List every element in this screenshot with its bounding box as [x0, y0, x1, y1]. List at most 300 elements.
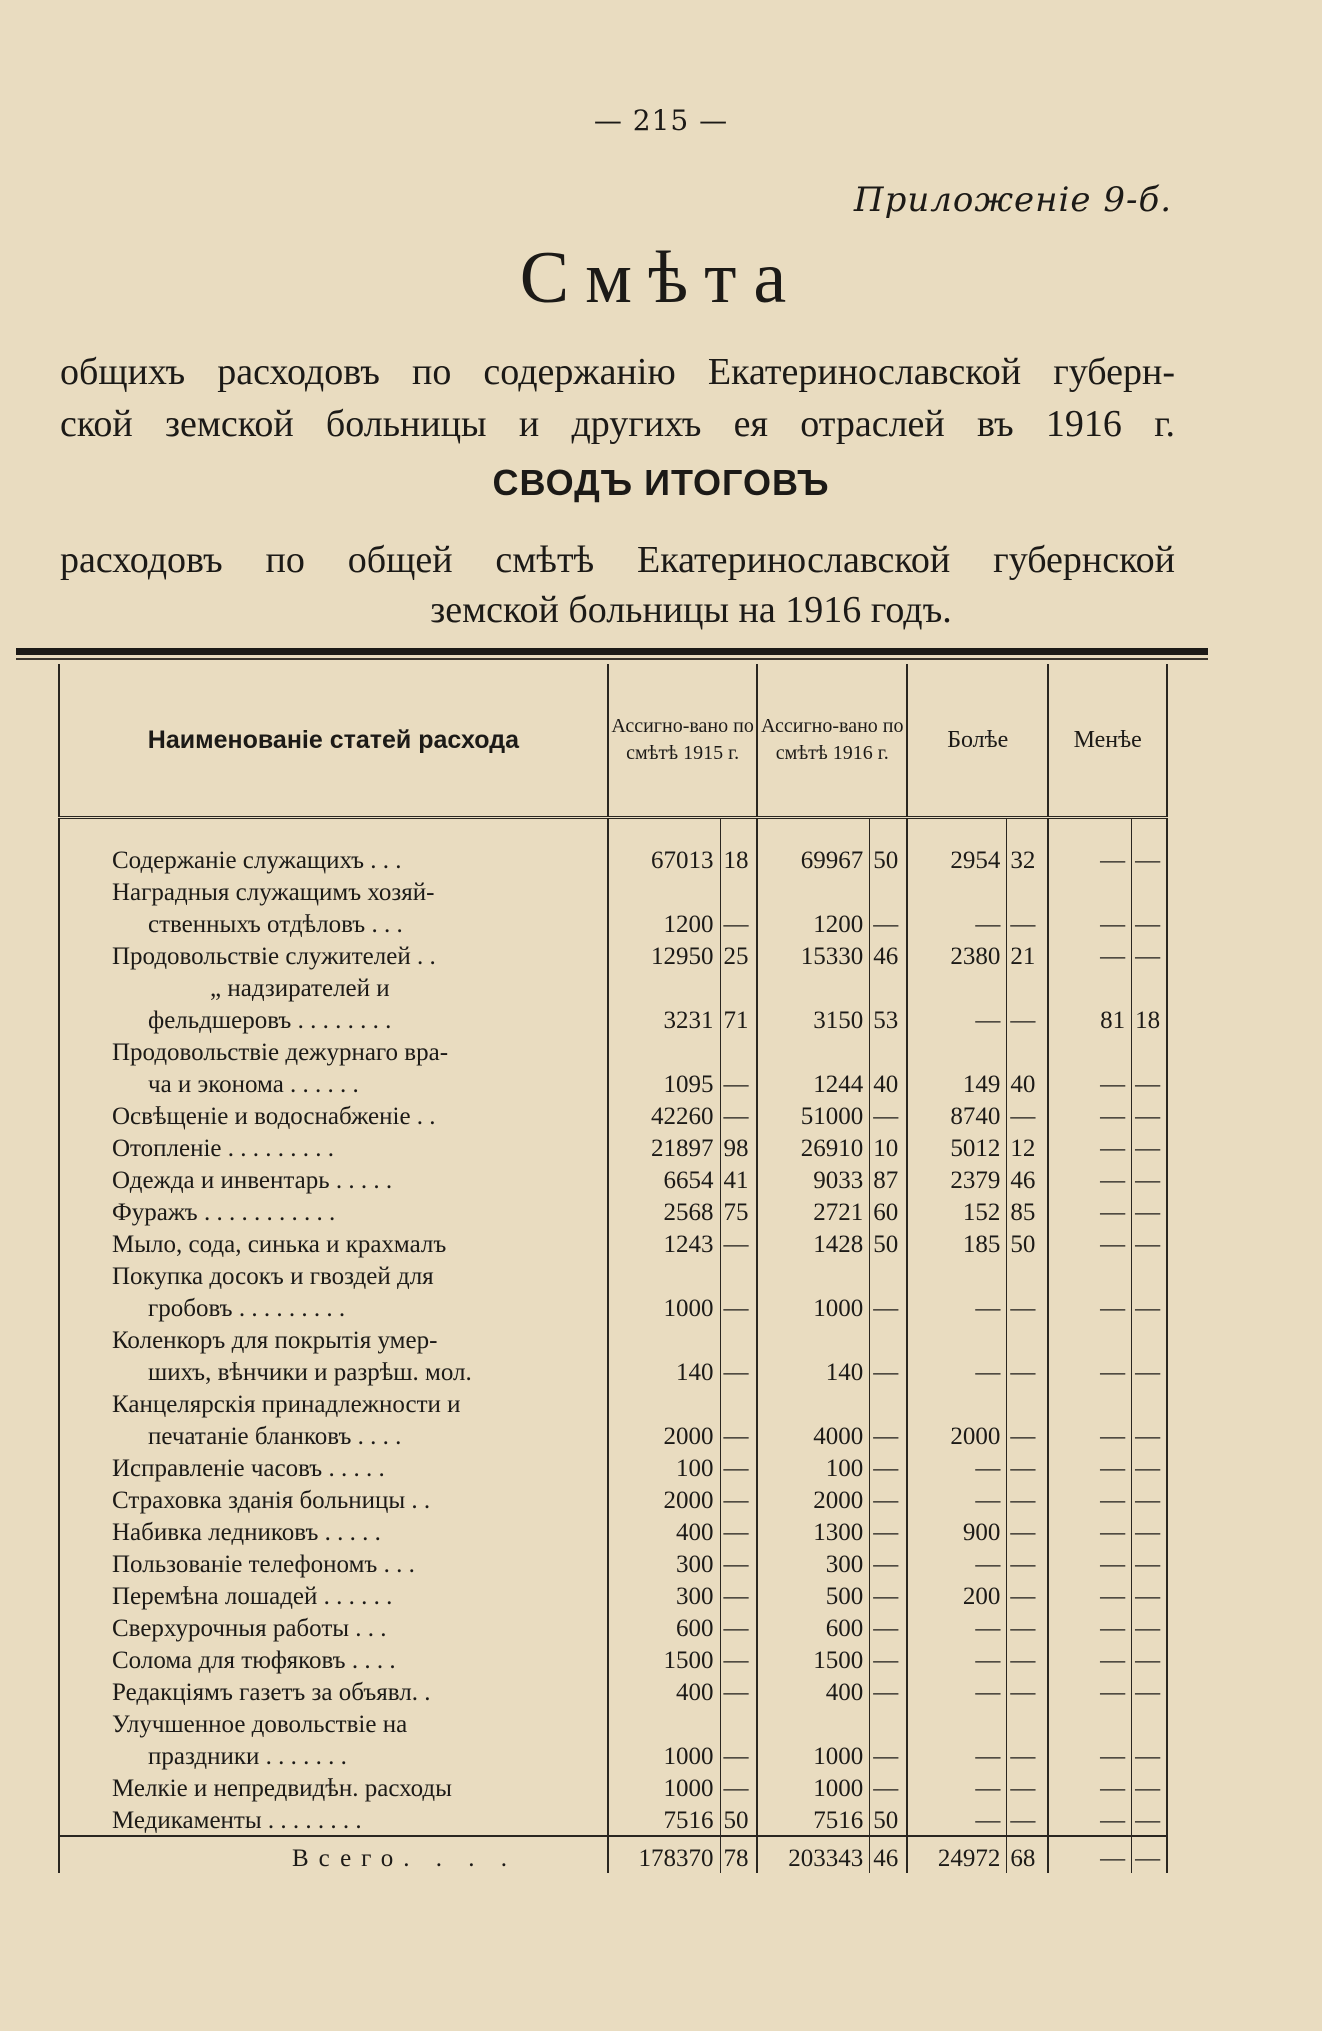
more-kopecks: — [1007, 1579, 1049, 1611]
less-kopecks: — [1132, 939, 1167, 971]
row-name: Страховка зданія больницы . . [59, 1483, 608, 1515]
a1915-rubles: 100 [608, 1451, 720, 1483]
more-rubles: — [907, 1643, 1007, 1675]
less-rubles: — [1048, 907, 1131, 939]
a1916-kopecks: 10 [870, 1131, 907, 1163]
row-name: Медикаменты . . . . . . . . [59, 1803, 608, 1836]
row-name: шихъ, вѣнчики и разрѣш. мол. [59, 1355, 608, 1387]
less-rubles: — [1048, 1355, 1131, 1387]
table-header-row [59, 664, 1167, 818]
less-rubles: — [1048, 1451, 1131, 1483]
less-kopecks: — [1132, 1419, 1167, 1451]
a1915-rubles: 300 [608, 1579, 720, 1611]
less-rubles [1048, 875, 1131, 907]
less-kopecks: — [1132, 1675, 1167, 1707]
total-label: Всего. . . . [59, 1836, 608, 1873]
a1915-rubles [608, 1323, 720, 1355]
more-rubles: — [907, 1451, 1007, 1483]
a1915-kopecks [720, 1387, 757, 1419]
a1916-kopecks: — [870, 1547, 907, 1579]
a1916-kopecks: 46 [870, 1836, 907, 1873]
row-name: Продовольствіе дежурнаго вра- [59, 1035, 608, 1067]
a1915-rubles: 6654 [608, 1163, 720, 1195]
subheading-line-2: земской больницы на 1916 годъ. [430, 589, 952, 631]
more-rubles: 200 [907, 1579, 1007, 1611]
less-rubles: 81 [1048, 1003, 1131, 1035]
less-kopecks: — [1132, 1547, 1167, 1579]
a1916-rubles: 4000 [757, 1419, 869, 1451]
a1916-kopecks: 40 [870, 1067, 907, 1099]
a1915-rubles: 400 [608, 1515, 720, 1547]
less-kopecks [1132, 1259, 1167, 1291]
less-rubles: — [1048, 939, 1131, 971]
a1916-kopecks: 60 [870, 1195, 907, 1227]
a1915-kopecks: 18 [720, 843, 757, 875]
a1916-kopecks: — [870, 1451, 907, 1483]
a1916-rubles [757, 1707, 869, 1739]
less-rubles: — [1048, 1227, 1131, 1259]
table-row [59, 1291, 1167, 1323]
a1915-kopecks: — [720, 1099, 757, 1131]
table-row [59, 1579, 1167, 1611]
table-row [59, 843, 1167, 875]
more-kopecks: 46 [1007, 1163, 1049, 1195]
a1916-kopecks [870, 875, 907, 907]
a1915-rubles [608, 875, 720, 907]
a1915-rubles: 12950 [608, 939, 720, 971]
less-kopecks: — [1132, 843, 1167, 875]
a1915-rubles [608, 1387, 720, 1419]
more-rubles: 2000 [907, 1419, 1007, 1451]
a1915-kopecks: — [720, 1675, 757, 1707]
a1916-kopecks: 50 [870, 1227, 907, 1259]
row-name: Редакціямъ газетъ за объявл. . [59, 1675, 608, 1707]
table-row [59, 1227, 1167, 1259]
a1915-kopecks: — [720, 1067, 757, 1099]
less-rubles: — [1048, 1291, 1131, 1323]
more-kopecks: — [1007, 1003, 1049, 1035]
a1915-rubles: 7516 [608, 1803, 720, 1836]
a1916-rubles [757, 1323, 869, 1355]
less-rubles: — [1048, 1643, 1131, 1675]
a1915-rubles: 21897 [608, 1131, 720, 1163]
a1916-rubles: 1000 [757, 1291, 869, 1323]
a1916-rubles: 1000 [757, 1739, 869, 1771]
a1916-rubles: 7516 [757, 1803, 869, 1836]
a1915-kopecks: — [720, 1451, 757, 1483]
more-rubles: 185 [907, 1227, 1007, 1259]
a1915-rubles [608, 1035, 720, 1067]
more-kopecks [1007, 875, 1049, 907]
more-kopecks: — [1007, 1643, 1049, 1675]
row-name: Перемѣна лошадей . . . . . . [59, 1579, 608, 1611]
more-rubles: — [907, 1611, 1007, 1643]
total-row [59, 1836, 1167, 1873]
a1916-kopecks: — [870, 1675, 907, 1707]
less-kopecks: — [1132, 1643, 1167, 1675]
more-kopecks: — [1007, 1547, 1049, 1579]
row-name: Освѣщеніе и водоснабженіе . . [59, 1099, 608, 1131]
table-row [59, 1803, 1167, 1836]
row-name: Наградныя служащимъ хозяй- [59, 875, 608, 907]
less-kopecks: 18 [1132, 1003, 1167, 1035]
a1916-rubles: 500 [757, 1579, 869, 1611]
a1915-kopecks [720, 971, 757, 1003]
a1916-kopecks [870, 1259, 907, 1291]
a1915-rubles: 3231 [608, 1003, 720, 1035]
more-kopecks: — [1007, 1099, 1049, 1131]
a1915-rubles: 1000 [608, 1739, 720, 1771]
less-rubles: — [1048, 1771, 1131, 1803]
table-row [59, 1675, 1167, 1707]
a1915-kopecks: — [720, 1579, 757, 1611]
row-name: Содержаніе служащихъ . . . [59, 843, 608, 875]
table-row [59, 1451, 1167, 1483]
row-name: печатаніе бланковъ . . . . [59, 1419, 608, 1451]
less-rubles: — [1048, 1579, 1131, 1611]
less-kopecks: — [1132, 1067, 1167, 1099]
less-kopecks: — [1132, 1803, 1167, 1836]
a1915-rubles: 178370 [608, 1836, 720, 1873]
less-kopecks [1132, 1323, 1167, 1355]
more-kopecks: 32 [1007, 843, 1049, 875]
a1915-kopecks [720, 875, 757, 907]
a1916-kopecks: — [870, 1771, 907, 1803]
a1916-rubles [757, 1387, 869, 1419]
more-rubles: — [907, 1739, 1007, 1771]
table-row [59, 1387, 1167, 1419]
table-row [59, 971, 1167, 1003]
less-kopecks [1132, 1387, 1167, 1419]
a1915-kopecks: — [720, 1771, 757, 1803]
more-kopecks: 12 [1007, 1131, 1049, 1163]
row-name: Сверхурочныя работы . . . [59, 1611, 608, 1643]
less-rubles [1048, 1035, 1131, 1067]
less-rubles: — [1048, 1419, 1131, 1451]
table-row [59, 1131, 1167, 1163]
table-body [59, 818, 1167, 1874]
spacer-cell [720, 818, 757, 844]
a1916-rubles: 300 [757, 1547, 869, 1579]
row-name: Фуражъ . . . . . . . . . . . [59, 1195, 608, 1227]
more-rubles [907, 1707, 1007, 1739]
a1915-rubles: 400 [608, 1675, 720, 1707]
header-assigned-1916: Ассигно-вано по смѣтѣ 1916 г. [757, 664, 907, 818]
a1916-rubles: 203343 [757, 1836, 869, 1873]
spacer-cell [1048, 818, 1131, 844]
spacer-cell [59, 818, 608, 844]
more-rubles: 24972 [907, 1836, 1007, 1873]
a1916-kopecks: — [870, 907, 907, 939]
less-rubles: — [1048, 1099, 1131, 1131]
a1915-kopecks: — [720, 1643, 757, 1675]
spacer-cell [907, 818, 1007, 844]
more-rubles: — [907, 1771, 1007, 1803]
row-name: Продовольствіе служителей . . [59, 939, 608, 971]
top-rule [16, 648, 1208, 655]
spacer-cell [608, 818, 720, 844]
less-kopecks: — [1132, 1099, 1167, 1131]
header-less: Менѣе [1048, 664, 1167, 818]
more-kopecks: 68 [1007, 1836, 1049, 1873]
row-name: ственныхъ отдѣловъ . . . [59, 907, 608, 939]
a1916-kopecks: — [870, 1483, 907, 1515]
a1915-rubles [608, 1259, 720, 1291]
table-row [59, 1035, 1167, 1067]
table-spacer-row [59, 818, 1167, 844]
more-rubles: 8740 [907, 1099, 1007, 1131]
a1915-kopecks: — [720, 1227, 757, 1259]
less-rubles: — [1048, 1515, 1131, 1547]
more-kopecks [1007, 1035, 1049, 1067]
a1916-kopecks [870, 1035, 907, 1067]
document-title: Смѣта [519, 237, 803, 319]
less-kopecks [1132, 971, 1167, 1003]
a1915-kopecks: — [720, 907, 757, 939]
a1916-rubles [757, 875, 869, 907]
a1915-rubles: 1000 [608, 1291, 720, 1323]
more-rubles: 149 [907, 1067, 1007, 1099]
spacer-cell [870, 818, 907, 844]
more-kopecks: — [1007, 907, 1049, 939]
more-rubles: 2380 [907, 939, 1007, 971]
less-kopecks: — [1132, 1195, 1167, 1227]
a1916-rubles: 69967 [757, 843, 869, 875]
a1916-kopecks [870, 971, 907, 1003]
more-rubles: — [907, 1355, 1007, 1387]
a1915-kopecks: 75 [720, 1195, 757, 1227]
less-rubles [1048, 1323, 1131, 1355]
more-rubles: — [907, 1675, 1007, 1707]
less-kopecks: — [1132, 1515, 1167, 1547]
a1916-kopecks: — [870, 1643, 907, 1675]
a1916-rubles: 400 [757, 1675, 869, 1707]
more-kopecks [1007, 1707, 1049, 1739]
top-rule-thin [16, 658, 1208, 660]
table-row [59, 1067, 1167, 1099]
less-rubles: — [1048, 1611, 1131, 1643]
a1916-kopecks: — [870, 1739, 907, 1771]
a1916-kopecks: 50 [870, 843, 907, 875]
a1915-rubles: 2568 [608, 1195, 720, 1227]
more-kopecks: — [1007, 1675, 1049, 1707]
a1916-rubles: 100 [757, 1451, 869, 1483]
a1916-rubles: 2721 [757, 1195, 869, 1227]
more-rubles: 5012 [907, 1131, 1007, 1163]
more-rubles [907, 971, 1007, 1003]
budget-table [58, 664, 1168, 1873]
a1915-kopecks: 25 [720, 939, 757, 971]
row-name: Покупка досокъ и гвоздей для [59, 1259, 608, 1291]
more-kopecks: — [1007, 1515, 1049, 1547]
less-kopecks: — [1132, 1355, 1167, 1387]
a1916-rubles: 26910 [757, 1131, 869, 1163]
spacer-cell [1007, 818, 1049, 844]
a1915-kopecks: — [720, 1419, 757, 1451]
less-kopecks [1132, 1707, 1167, 1739]
less-rubles [1048, 971, 1131, 1003]
a1916-rubles: 1428 [757, 1227, 869, 1259]
row-name: Канцелярскія принадлежности и [59, 1387, 608, 1419]
less-kopecks: — [1132, 1291, 1167, 1323]
table-row [59, 1643, 1167, 1675]
less-kopecks: — [1132, 1131, 1167, 1163]
a1915-rubles: 140 [608, 1355, 720, 1387]
more-kopecks: 85 [1007, 1195, 1049, 1227]
a1915-kopecks: — [720, 1739, 757, 1771]
table-row [59, 1483, 1167, 1515]
less-rubles: — [1048, 1803, 1131, 1836]
less-kopecks [1132, 1035, 1167, 1067]
more-rubles: 2379 [907, 1163, 1007, 1195]
a1916-kopecks: — [870, 1579, 907, 1611]
more-kopecks: — [1007, 1291, 1049, 1323]
less-rubles [1048, 1707, 1131, 1739]
more-kopecks: — [1007, 1419, 1049, 1451]
row-name: Солома для тюфяковъ . . . . [59, 1643, 608, 1675]
more-kopecks: 21 [1007, 939, 1049, 971]
more-rubles: 2954 [907, 843, 1007, 875]
a1915-kopecks [720, 1035, 757, 1067]
a1916-kopecks: — [870, 1515, 907, 1547]
row-name: „ надзирателей и [59, 971, 608, 1003]
row-name: Улучшенное довольствіе на [59, 1707, 608, 1739]
a1915-rubles: 1500 [608, 1643, 720, 1675]
row-name: праздники . . . . . . . [59, 1739, 608, 1771]
a1915-kopecks: 41 [720, 1163, 757, 1195]
less-kopecks: — [1132, 1611, 1167, 1643]
a1915-kopecks [720, 1707, 757, 1739]
more-kopecks: — [1007, 1739, 1049, 1771]
a1916-rubles [757, 1259, 869, 1291]
more-kopecks: — [1007, 1611, 1049, 1643]
a1916-kopecks: 53 [870, 1003, 907, 1035]
more-rubles: — [907, 1291, 1007, 1323]
table-row [59, 1419, 1167, 1451]
a1915-kopecks: 98 [720, 1131, 757, 1163]
a1915-kopecks: — [720, 1515, 757, 1547]
more-rubles: — [907, 1547, 1007, 1579]
a1915-rubles [608, 1707, 720, 1739]
row-name: Мыло, сода, синька и крахмалъ [59, 1227, 608, 1259]
a1915-kopecks: 71 [720, 1003, 757, 1035]
table-row [59, 1515, 1167, 1547]
table-row [59, 1099, 1167, 1131]
a1916-kopecks: — [870, 1355, 907, 1387]
more-rubles: — [907, 1003, 1007, 1035]
table-row [59, 1611, 1167, 1643]
less-kopecks: — [1132, 1227, 1167, 1259]
a1916-rubles: 1000 [757, 1771, 869, 1803]
a1916-kopecks: 50 [870, 1803, 907, 1836]
table-row [59, 939, 1167, 971]
table-row [59, 1195, 1167, 1227]
spacer-cell [757, 818, 869, 844]
subheading-line-1: расходовъ по общей смѣтѣ Екатеринославской губернской [60, 539, 1175, 581]
a1916-rubles: 15330 [757, 939, 869, 971]
a1916-kopecks [870, 1323, 907, 1355]
table-row [59, 1739, 1167, 1771]
less-rubles: — [1048, 1836, 1131, 1873]
a1916-rubles [757, 971, 869, 1003]
spacer-cell [1132, 818, 1167, 844]
less-kopecks [1132, 875, 1167, 907]
less-rubles: — [1048, 1739, 1131, 1771]
less-kopecks: — [1132, 1483, 1167, 1515]
a1915-rubles: 1095 [608, 1067, 720, 1099]
more-rubles: — [907, 1483, 1007, 1515]
a1916-kopecks: — [870, 1099, 907, 1131]
a1916-kopecks [870, 1387, 907, 1419]
less-rubles: — [1048, 1483, 1131, 1515]
row-name: Набивка ледниковъ . . . . . [59, 1515, 608, 1547]
less-rubles: — [1048, 1547, 1131, 1579]
less-kopecks: — [1132, 1163, 1167, 1195]
less-rubles: — [1048, 1163, 1131, 1195]
more-kopecks: — [1007, 1483, 1049, 1515]
less-kopecks: — [1132, 907, 1167, 939]
a1915-kopecks: 78 [720, 1836, 757, 1873]
more-rubles [907, 1323, 1007, 1355]
more-kopecks [1007, 1259, 1049, 1291]
a1915-kopecks: — [720, 1547, 757, 1579]
a1916-rubles [757, 1035, 869, 1067]
summary-title: СВОДЪ ИТОГОВЪ [492, 462, 830, 503]
more-kopecks [1007, 971, 1049, 1003]
more-kopecks [1007, 1323, 1049, 1355]
a1915-rubles: 300 [608, 1547, 720, 1579]
more-rubles [907, 1387, 1007, 1419]
less-kopecks: — [1132, 1771, 1167, 1803]
a1916-kopecks: — [870, 1419, 907, 1451]
less-rubles [1048, 1259, 1131, 1291]
more-rubles: — [907, 1803, 1007, 1836]
a1915-kopecks [720, 1259, 757, 1291]
a1916-rubles: 2000 [757, 1483, 869, 1515]
more-rubles: 900 [907, 1515, 1007, 1547]
table-row [59, 1323, 1167, 1355]
more-kopecks: — [1007, 1451, 1049, 1483]
less-kopecks: — [1132, 1836, 1167, 1873]
header-assigned-1915: Ассигно-вано по смѣтѣ 1915 г. [608, 664, 758, 818]
more-kopecks: — [1007, 1803, 1049, 1836]
less-rubles: — [1048, 1675, 1131, 1707]
a1915-kopecks: 50 [720, 1803, 757, 1836]
page-number: — 215 — [593, 104, 729, 137]
row-name: фельдшеровъ . . . . . . . . [59, 1003, 608, 1035]
a1916-rubles: 1500 [757, 1643, 869, 1675]
a1916-rubles: 1300 [757, 1515, 869, 1547]
more-rubles [907, 875, 1007, 907]
less-rubles: — [1048, 1131, 1131, 1163]
header-name: Наименованіе статей расхода [59, 664, 608, 818]
a1916-rubles: 600 [757, 1611, 869, 1643]
heading-line-2: ской земской больницы и другихъ ея отраслей въ 1916 г. [60, 403, 1175, 445]
a1915-rubles: 42260 [608, 1099, 720, 1131]
less-kopecks: — [1132, 1451, 1167, 1483]
table-row [59, 1771, 1167, 1803]
a1915-rubles: 600 [608, 1611, 720, 1643]
a1916-rubles: 1200 [757, 907, 869, 939]
a1915-kopecks: — [720, 1291, 757, 1323]
a1916-kopecks: 87 [870, 1163, 907, 1195]
table-row [59, 875, 1167, 907]
a1915-kopecks: — [720, 1355, 757, 1387]
a1915-rubles [608, 971, 720, 1003]
header-more: Болѣе [907, 664, 1048, 818]
more-kopecks: — [1007, 1355, 1049, 1387]
table-row [59, 1259, 1167, 1291]
